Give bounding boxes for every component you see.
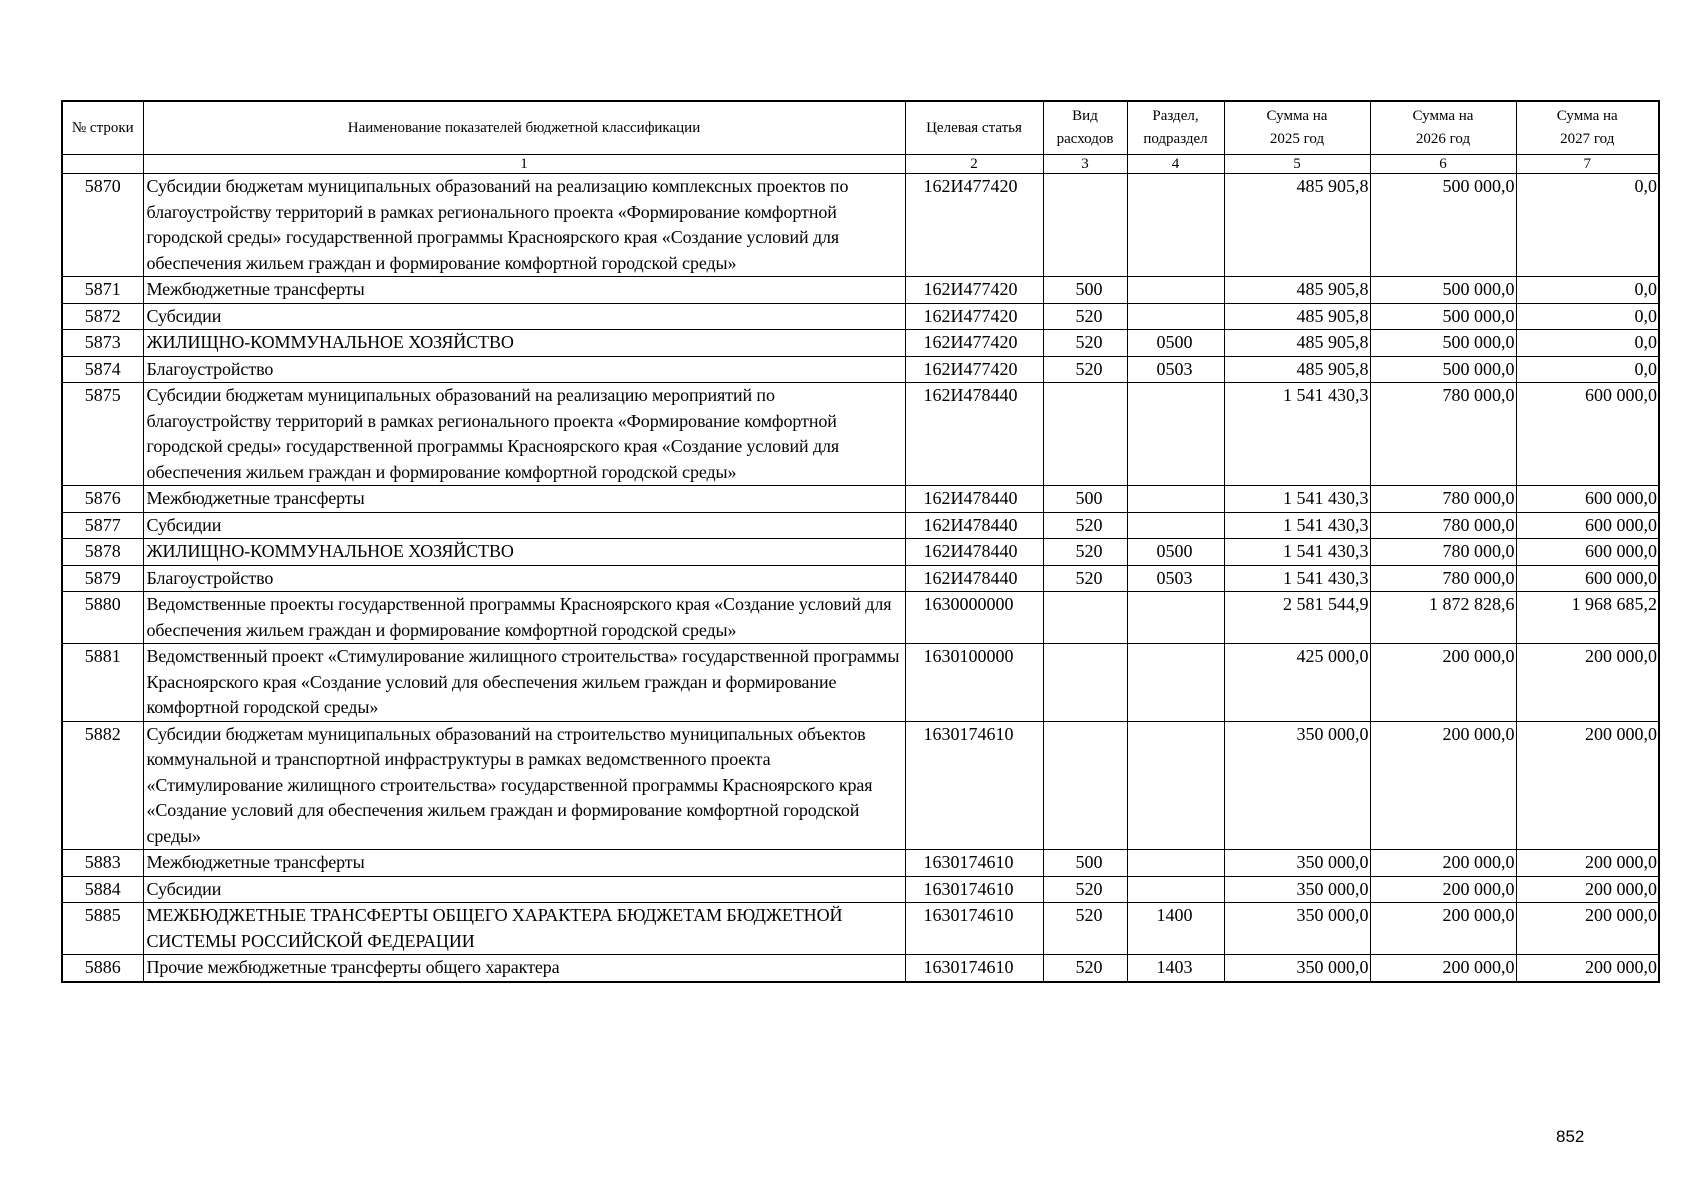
section-cell	[1127, 486, 1224, 513]
sum-2025-cell: 485 905,8	[1224, 356, 1370, 383]
header-sum-2025: Сумма на 2025 год	[1224, 101, 1370, 155]
expense-kind-cell	[1043, 644, 1127, 722]
sum-2025-cell: 2 581 544,9	[1224, 592, 1370, 644]
expense-kind-cell: 520	[1043, 876, 1127, 903]
sum-2026-cell: 780 000,0	[1370, 383, 1516, 486]
sum-2025-cell: 350 000,0	[1224, 955, 1370, 982]
row-number-cell: 5885	[62, 903, 143, 955]
expense-kind-cell: 520	[1043, 565, 1127, 592]
sum-2027-cell: 600 000,0	[1516, 539, 1659, 566]
row-number-cell: 5874	[62, 356, 143, 383]
target-article-cell: 1630000000	[905, 592, 1043, 644]
target-article-cell: 162И478440	[905, 565, 1043, 592]
sum-2027-cell: 0,0	[1516, 356, 1659, 383]
target-article-cell: 162И478440	[905, 512, 1043, 539]
row-number-cell: 5875	[62, 383, 143, 486]
header-section: Раздел, подраздел	[1127, 101, 1224, 155]
expense-kind-cell: 520	[1043, 303, 1127, 330]
section-cell	[1127, 850, 1224, 877]
sum-2027-cell: 600 000,0	[1516, 565, 1659, 592]
column-number: 3	[1043, 155, 1127, 174]
sum-2027-cell: 0,0	[1516, 303, 1659, 330]
table-row	[62, 356, 1659, 383]
expense-kind-cell: 500	[1043, 486, 1127, 513]
target-article-cell: 1630100000	[905, 644, 1043, 722]
expense-kind-cell: 500	[1043, 277, 1127, 304]
table-row	[62, 330, 1659, 357]
sum-2026-cell: 780 000,0	[1370, 565, 1516, 592]
table-row	[62, 383, 1659, 486]
column-number-blank	[62, 155, 143, 174]
section-cell: 0500	[1127, 539, 1224, 566]
table-row	[62, 850, 1659, 877]
indicator-name-cell: Благоустройство	[143, 565, 905, 592]
column-number: 2	[905, 155, 1043, 174]
section-cell	[1127, 592, 1224, 644]
row-number-cell: 5884	[62, 876, 143, 903]
indicator-name-cell: Субсидии	[143, 303, 905, 330]
target-article-cell: 162И477420	[905, 303, 1043, 330]
target-article-cell: 1630174610	[905, 876, 1043, 903]
sum-2025-cell: 1 541 430,3	[1224, 486, 1370, 513]
expense-kind-cell: 520	[1043, 955, 1127, 982]
budget-classification-table	[61, 100, 1660, 983]
sum-2025-cell: 1 541 430,3	[1224, 565, 1370, 592]
header-target-article: Целевая статья	[905, 101, 1043, 155]
expense-kind-cell	[1043, 174, 1127, 277]
section-cell	[1127, 644, 1224, 722]
indicator-name-cell: Субсидии бюджетам муниципальных образований на строительство муниципальных объектов коммунальной и транспортной инфраструктуры в рамках ведомственного проекта «Стимулирование жилищного строительства» государственной программы Красноярского края «Создание условий для обеспечения жильем граждан и формирование комфортной городской среды»	[143, 721, 905, 850]
row-number-cell: 5882	[62, 721, 143, 850]
section-cell	[1127, 277, 1224, 304]
row-number-cell: 5880	[62, 592, 143, 644]
sum-2025-cell: 350 000,0	[1224, 850, 1370, 877]
row-number-cell: 5886	[62, 955, 143, 982]
expense-kind-cell: 520	[1043, 330, 1127, 357]
expense-kind-cell: 520	[1043, 512, 1127, 539]
indicator-name-cell: Субсидии бюджетам муниципальных образований на реализацию мероприятий по благоустройству территорий в рамках регионального проекта «Формирование комфортной городской среды» государственной программы Красноярского края «Создание условий для обеспечения жильем граждан и формирование комфортной городской среды»	[143, 383, 905, 486]
target-article-cell: 1630174610	[905, 955, 1043, 982]
indicator-name-cell: Субсидии	[143, 876, 905, 903]
expense-kind-cell: 520	[1043, 903, 1127, 955]
sum-2025-cell: 485 905,8	[1224, 277, 1370, 304]
section-cell: 1400	[1127, 903, 1224, 955]
indicator-name-cell: Ведомственный проект «Стимулирование жилищного строительства» государственной программы Красноярского края «Создание условий для обеспечения жильем граждан и формирование комфортной городской среды»	[143, 644, 905, 722]
sum-2026-cell: 780 000,0	[1370, 539, 1516, 566]
expense-kind-cell: 500	[1043, 850, 1127, 877]
sum-2025-cell: 1 541 430,3	[1224, 539, 1370, 566]
sum-2027-cell: 200 000,0	[1516, 903, 1659, 955]
sum-2027-cell: 600 000,0	[1516, 383, 1659, 486]
table-row	[62, 539, 1659, 566]
section-cell	[1127, 721, 1224, 850]
header-name: Наименование показателей бюджетной классификации	[143, 101, 905, 155]
table-row	[62, 303, 1659, 330]
indicator-name-cell: Межбюджетные трансферты	[143, 486, 905, 513]
table-row	[62, 565, 1659, 592]
row-number-cell: 5871	[62, 277, 143, 304]
sum-2027-cell: 0,0	[1516, 330, 1659, 357]
column-number: 1	[143, 155, 905, 174]
row-number-cell: 5872	[62, 303, 143, 330]
sum-2026-cell: 500 000,0	[1370, 356, 1516, 383]
indicator-name-cell: Прочие межбюджетные трансферты общего характера	[143, 955, 905, 982]
target-article-cell: 162И477420	[905, 330, 1043, 357]
expense-kind-cell: 520	[1043, 539, 1127, 566]
indicator-name-cell: ЖИЛИЩНО-КОММУНАЛЬНОЕ ХОЗЯЙСТВО	[143, 539, 905, 566]
section-cell: 0503	[1127, 356, 1224, 383]
section-cell	[1127, 512, 1224, 539]
sum-2027-cell: 1 968 685,2	[1516, 592, 1659, 644]
sum-2026-cell: 500 000,0	[1370, 174, 1516, 277]
indicator-name-cell: МЕЖБЮДЖЕТНЫЕ ТРАНСФЕРТЫ ОБЩЕГО ХАРАКТЕРА БЮДЖЕТАМ БЮДЖЕТНОЙ СИСТЕМЫ РОССИЙСКОЙ ФЕДЕРАЦИИ	[143, 903, 905, 955]
sum-2027-cell: 0,0	[1516, 174, 1659, 277]
header-sum-2026: Сумма на 2026 год	[1370, 101, 1516, 155]
indicator-name-cell: Благоустройство	[143, 356, 905, 383]
sum-2025-cell: 350 000,0	[1224, 876, 1370, 903]
header-row-number: № строки	[62, 101, 143, 155]
expense-kind-cell: 520	[1043, 356, 1127, 383]
sum-2026-cell: 200 000,0	[1370, 644, 1516, 722]
row-number-cell: 5873	[62, 330, 143, 357]
sum-2025-cell: 350 000,0	[1224, 903, 1370, 955]
target-article-cell: 162И477420	[905, 174, 1043, 277]
sum-2027-cell: 0,0	[1516, 277, 1659, 304]
column-number: 5	[1224, 155, 1370, 174]
table-row	[62, 955, 1659, 982]
table-row	[62, 721, 1659, 850]
sum-2026-cell: 780 000,0	[1370, 512, 1516, 539]
row-number-cell: 5877	[62, 512, 143, 539]
target-article-cell: 162И478440	[905, 539, 1043, 566]
sum-2026-cell: 500 000,0	[1370, 277, 1516, 304]
sum-2026-cell: 780 000,0	[1370, 486, 1516, 513]
sum-2026-cell: 200 000,0	[1370, 955, 1516, 982]
indicator-name-cell: Межбюджетные трансферты	[143, 277, 905, 304]
target-article-cell: 1630174610	[905, 850, 1043, 877]
section-cell	[1127, 174, 1224, 277]
row-number-cell: 5879	[62, 565, 143, 592]
sum-2027-cell: 200 000,0	[1516, 850, 1659, 877]
indicator-name-cell: Субсидии	[143, 512, 905, 539]
table-row	[62, 876, 1659, 903]
table-row	[62, 512, 1659, 539]
indicator-name-cell: Ведомственные проекты государственной программы Красноярского края «Создание условий для обеспечения жильем граждан и формирование комфортной городской среды»	[143, 592, 905, 644]
indicator-name-cell: Субсидии бюджетам муниципальных образований на реализацию комплексных проектов по благоустройству территорий в рамках регионального проекта «Формирование комфортной городской среды» государственной программы Красноярского края «Создание условий для обеспечения жильем граждан и формирование комфортной городской среды»	[143, 174, 905, 277]
section-cell: 0500	[1127, 330, 1224, 357]
section-cell	[1127, 876, 1224, 903]
table-row	[62, 644, 1659, 722]
column-number: 6	[1370, 155, 1516, 174]
sum-2025-cell: 1 541 430,3	[1224, 383, 1370, 486]
sum-2026-cell: 200 000,0	[1370, 721, 1516, 850]
sum-2027-cell: 600 000,0	[1516, 512, 1659, 539]
sum-2025-cell: 485 905,8	[1224, 303, 1370, 330]
sum-2026-cell: 200 000,0	[1370, 903, 1516, 955]
sum-2025-cell: 425 000,0	[1224, 644, 1370, 722]
indicator-name-cell: Межбюджетные трансферты	[143, 850, 905, 877]
sum-2027-cell: 200 000,0	[1516, 876, 1659, 903]
target-article-cell: 162И478440	[905, 486, 1043, 513]
sum-2027-cell: 200 000,0	[1516, 644, 1659, 722]
section-cell	[1127, 383, 1224, 486]
expense-kind-cell	[1043, 383, 1127, 486]
target-article-cell: 162И477420	[905, 356, 1043, 383]
sum-2025-cell: 485 905,8	[1224, 174, 1370, 277]
table-row	[62, 903, 1659, 955]
table-row	[62, 174, 1659, 277]
table-header-row	[62, 101, 1659, 155]
target-article-cell: 1630174610	[905, 721, 1043, 850]
indicator-name-cell: ЖИЛИЩНО-КОММУНАЛЬНОЕ ХОЗЯЙСТВО	[143, 330, 905, 357]
sum-2025-cell: 350 000,0	[1224, 721, 1370, 850]
sum-2027-cell: 200 000,0	[1516, 955, 1659, 982]
sum-2026-cell: 200 000,0	[1370, 876, 1516, 903]
section-cell	[1127, 303, 1224, 330]
column-number: 7	[1516, 155, 1659, 174]
expense-kind-cell	[1043, 592, 1127, 644]
target-article-cell: 1630174610	[905, 903, 1043, 955]
header-expense-kind: Вид расходов	[1043, 101, 1127, 155]
table-row	[62, 277, 1659, 304]
sum-2026-cell: 500 000,0	[1370, 330, 1516, 357]
sum-2025-cell: 1 541 430,3	[1224, 512, 1370, 539]
header-sum-2027: Сумма на 2027 год	[1516, 101, 1659, 155]
page-number: 852	[1556, 1127, 1585, 1146]
row-number-cell: 5878	[62, 539, 143, 566]
sum-2026-cell: 500 000,0	[1370, 303, 1516, 330]
target-article-cell: 162И477420	[905, 277, 1043, 304]
row-number-cell: 5870	[62, 174, 143, 277]
sum-2026-cell: 200 000,0	[1370, 850, 1516, 877]
table-row	[62, 592, 1659, 644]
table-row	[62, 486, 1659, 513]
section-cell: 0503	[1127, 565, 1224, 592]
target-article-cell: 162И478440	[905, 383, 1043, 486]
column-number: 4	[1127, 155, 1224, 174]
row-number-cell: 5883	[62, 850, 143, 877]
row-number-cell: 5876	[62, 486, 143, 513]
sum-2027-cell: 600 000,0	[1516, 486, 1659, 513]
section-cell: 1403	[1127, 955, 1224, 982]
row-number-cell: 5881	[62, 644, 143, 722]
sum-2027-cell: 200 000,0	[1516, 721, 1659, 850]
sum-2025-cell: 485 905,8	[1224, 330, 1370, 357]
column-numbers-row	[62, 155, 1659, 174]
expense-kind-cell	[1043, 721, 1127, 850]
sum-2026-cell: 1 872 828,6	[1370, 592, 1516, 644]
